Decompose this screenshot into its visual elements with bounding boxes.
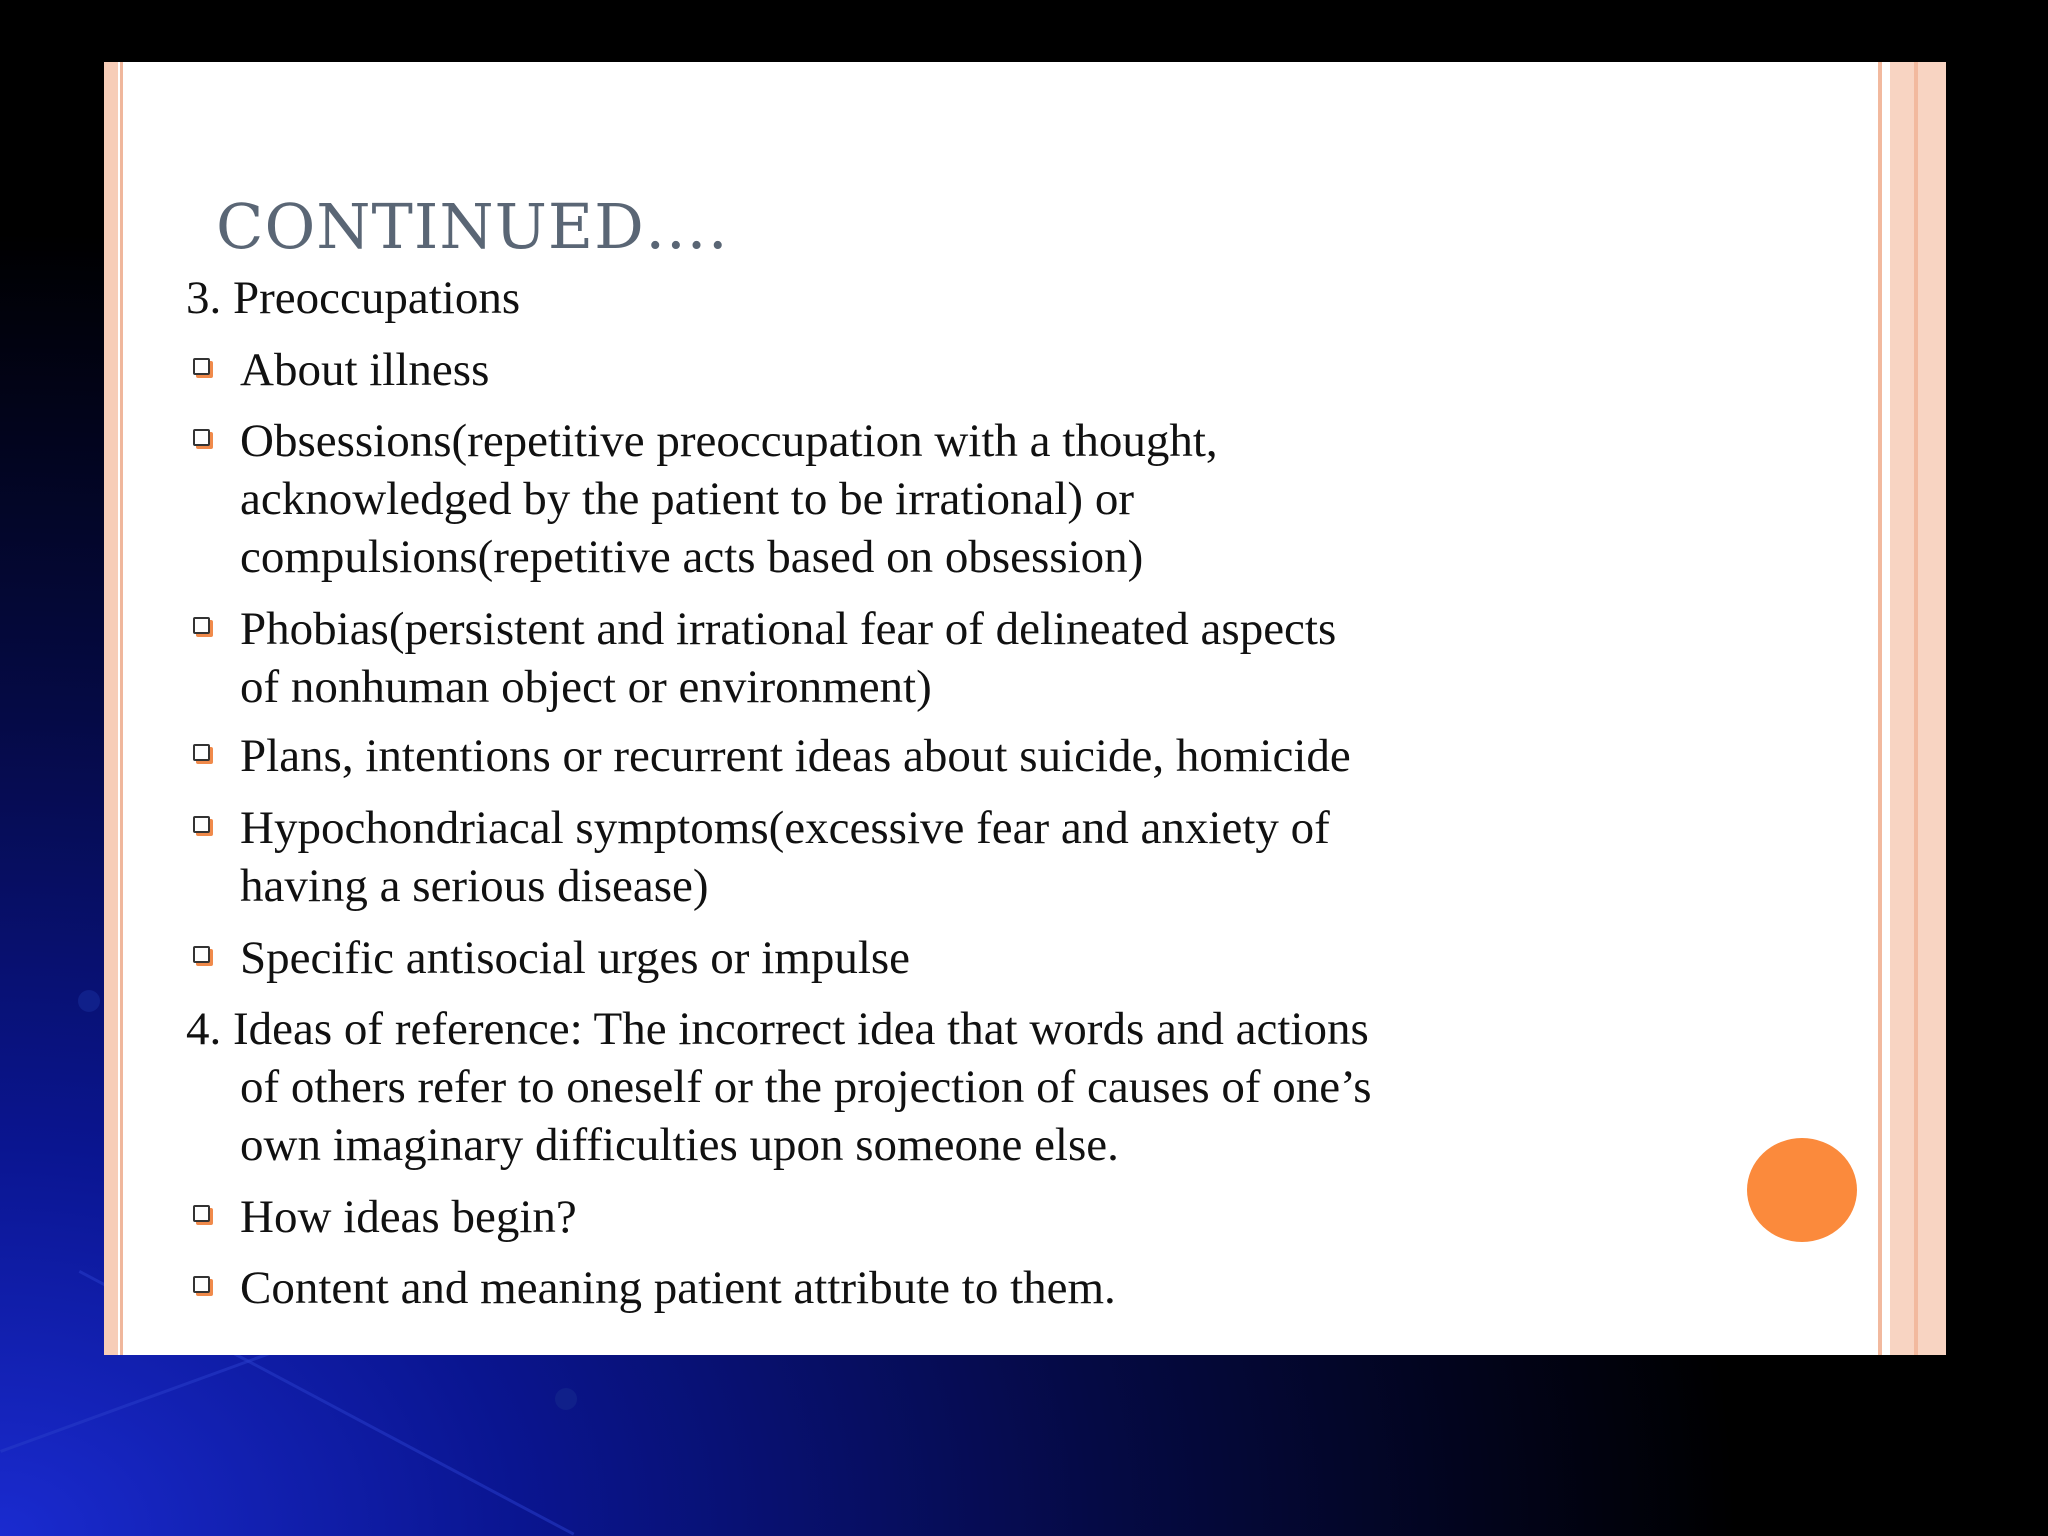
bullet-text: Content and meaning patient attribute to them. [240, 1262, 1116, 1314]
background-streak [0, 1347, 283, 1452]
bullet-text: Phobias(persistent and irrational fear of delineated aspects [240, 603, 1337, 655]
slide-border-right-line [1878, 62, 1882, 1355]
background-dot [78, 990, 100, 1012]
bullet-icon [193, 1276, 210, 1293]
bullet-text: Obsessions(repetitive preoccupation with a thought, [240, 415, 1218, 467]
bullet-text: Plans, intentions or recurrent ideas about suicide, homicide [240, 730, 1351, 782]
slide-title: CONTINUED…. [216, 190, 729, 263]
bullet-text: Hypochondriacal symptoms(excessive fear and anxiety of [240, 802, 1330, 854]
bullet-icon [193, 429, 210, 446]
bullet-icon [193, 1205, 210, 1222]
bullet-text: compulsions(repetitive acts based on obsession) [240, 531, 1144, 583]
slide-border-left [104, 62, 118, 1355]
slide-border-left-inner [120, 62, 123, 1355]
slide-border-right-line [1914, 62, 1918, 1355]
bullet-icon [193, 816, 210, 833]
section-heading-4: 4. Ideas of reference: The incorrect idea that words and actions [186, 1003, 1369, 1055]
section-heading-4-cont: own imaginary difficulties upon someone else. [240, 1119, 1119, 1171]
bullet-text: About illness [240, 344, 490, 396]
bullet-icon [193, 946, 210, 963]
bullet-icon [193, 358, 210, 375]
section-heading-4-cont: of others refer to oneself or the projection of causes of one’s [240, 1061, 1372, 1113]
bullet-text: Specific antisocial urges or impulse [240, 932, 911, 984]
bullet-icon [193, 617, 210, 634]
bullet-icon [193, 744, 210, 761]
accent-circle [1747, 1138, 1857, 1242]
slide [104, 62, 1946, 1355]
slide-border-right [1890, 62, 1946, 1355]
bullet-text: How ideas begin? [240, 1191, 577, 1243]
bullet-text: having a serious disease) [240, 860, 709, 912]
bullet-text: of nonhuman object or environment) [240, 661, 932, 713]
background-dot [555, 1388, 577, 1410]
section-heading-3: 3. Preoccupations [186, 272, 521, 324]
bullet-text: acknowledged by the patient to be irrational) or [240, 473, 1134, 525]
